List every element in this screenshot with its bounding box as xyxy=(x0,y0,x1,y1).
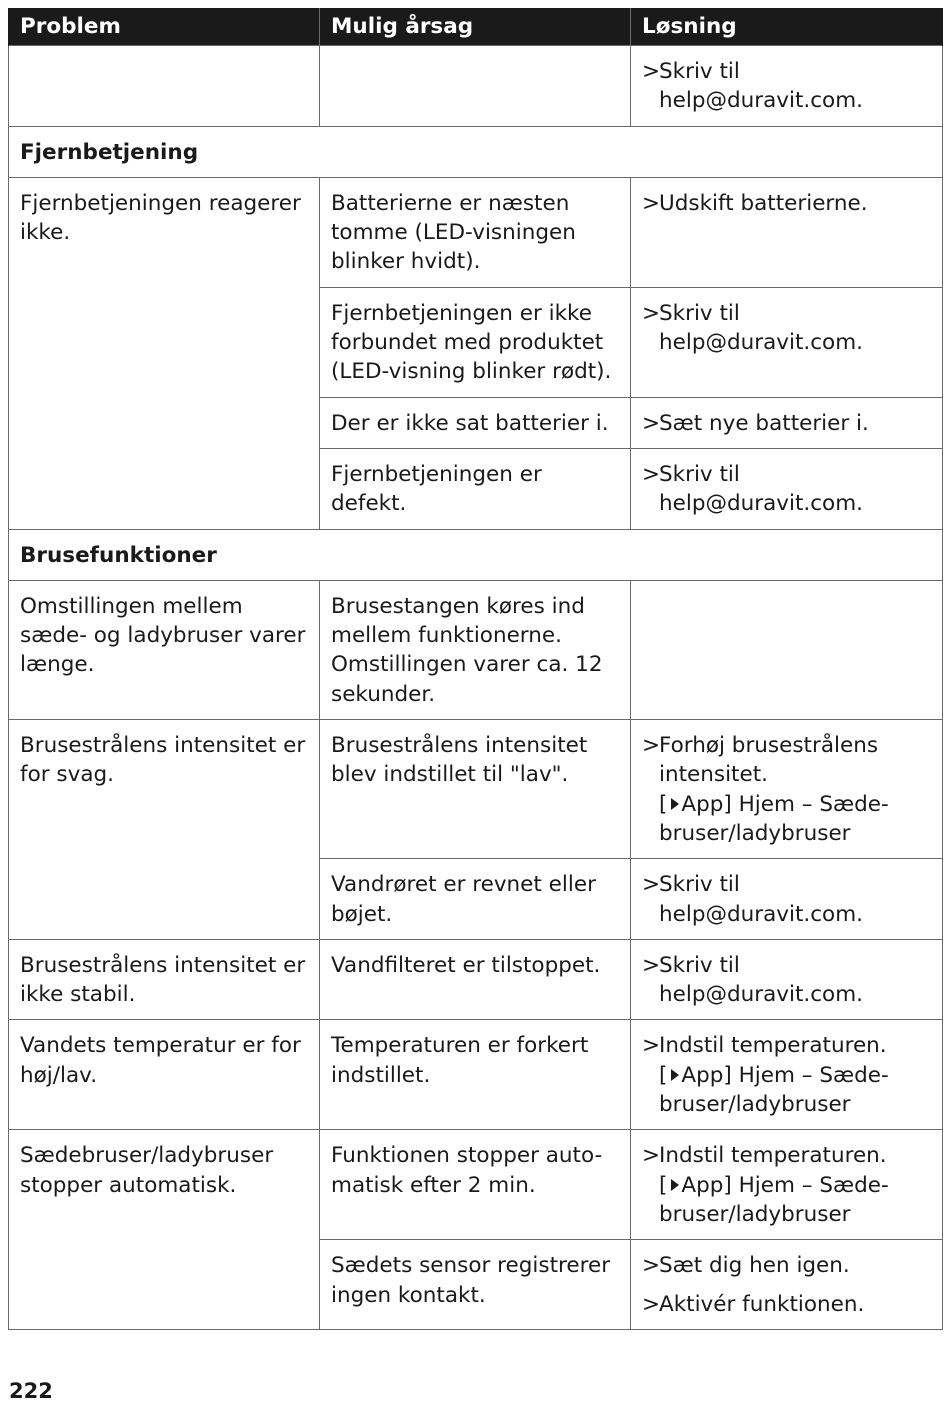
cause-cell: Brusestangen køres ind mellem funktionerne. Omstillingen varer ca. 12 sekunder. xyxy=(320,580,631,719)
cause-cell xyxy=(320,46,631,127)
solution-text: Udskift batterierne. xyxy=(659,190,868,216)
problem-cell: Brusestrålens intensitet er for svag. xyxy=(9,720,320,940)
solution-list xyxy=(642,57,932,116)
cause-cell: Fjernbetjeningen er defekt. xyxy=(320,448,631,529)
solution-cell xyxy=(631,1130,943,1240)
cause-cell: Der er ikke sat batterier i. xyxy=(320,397,631,448)
problem-cell: Fjernbetjeningen reagerer ikke. xyxy=(9,177,320,529)
section-row xyxy=(9,126,943,177)
table-row xyxy=(9,1020,943,1130)
step-arrow-icon: > xyxy=(642,952,661,978)
solution-list xyxy=(642,409,932,438)
cause-cell: Temperaturen er forkert indstillet. xyxy=(320,1020,631,1130)
solution-item xyxy=(642,460,932,519)
step-arrow-icon: > xyxy=(642,733,661,759)
column-header-problem: Problem xyxy=(9,8,320,46)
cause-cell: Funktionen stopper auto-matisk efter 2 min. xyxy=(320,1130,631,1240)
solution-cell xyxy=(631,46,943,127)
solution-item xyxy=(642,1290,932,1319)
solution-item xyxy=(642,731,932,848)
cause-cell: Brusestrålens intensitet blev indstillet til "lav". xyxy=(320,720,631,859)
solution-list xyxy=(642,870,932,929)
cause-cell: Sædets sensor registrerer ingen kontakt. xyxy=(320,1240,631,1330)
solution-text: Sæt dig hen igen. xyxy=(659,1253,850,1279)
solution-list xyxy=(642,1031,932,1119)
step-arrow-icon: > xyxy=(642,59,661,84)
solution-item xyxy=(642,870,932,929)
solution-cell xyxy=(631,939,943,1020)
table-row xyxy=(9,580,943,719)
app-path-bracket: [ xyxy=(659,1062,668,1088)
section-title: Fjernbetjening xyxy=(9,126,943,177)
step-arrow-icon: > xyxy=(642,190,661,216)
solution-item xyxy=(642,1031,932,1119)
step-arrow-icon: > xyxy=(642,410,661,436)
solution-text: Indstil temperaturen. xyxy=(659,1033,887,1059)
cause-cell: Vandfilteret er tilstoppet. xyxy=(320,939,631,1020)
solution-item xyxy=(642,1141,932,1229)
troubleshooting-table xyxy=(8,8,943,1330)
solution-cell xyxy=(631,720,943,859)
problem-cell: Vandets temperatur er for høj/lav. xyxy=(9,1020,320,1130)
step-arrow-icon: > xyxy=(642,872,661,898)
solution-cell xyxy=(631,1240,943,1330)
solution-list xyxy=(642,731,932,848)
solution-text: Skriv til help@duravit.com. xyxy=(659,59,863,114)
table-body xyxy=(9,46,943,1330)
play-triangle-icon xyxy=(671,1179,679,1191)
problem-cell xyxy=(9,46,320,127)
solution-list xyxy=(642,299,932,358)
table-row xyxy=(9,46,943,127)
problem-cell: Omstillingen mellem sæde- og ladybruser varer længe. xyxy=(9,580,320,719)
solution-list xyxy=(642,1141,932,1229)
step-arrow-icon: > xyxy=(642,1253,661,1279)
table-header-row xyxy=(9,8,943,46)
app-path-text: App] Hjem – Sæde-bruser/ladybruser xyxy=(659,1062,889,1118)
solution-text: Skriv til help@duravit.com. xyxy=(659,952,863,1008)
solution-text: Aktivér funktionen. xyxy=(659,1291,865,1317)
solution-item xyxy=(642,951,932,1010)
cause-cell: Vandrøret er revnet eller bøjet. xyxy=(320,859,631,940)
problem-cell: Sædebruser/ladybruser stopper automatisk. xyxy=(9,1130,320,1329)
solution-item xyxy=(642,189,932,218)
app-path xyxy=(659,790,932,849)
solution-text: Indstil temperaturen. xyxy=(659,1143,887,1169)
solution-list xyxy=(642,1251,932,1319)
solution-text: Skriv til help@duravit.com. xyxy=(659,872,863,927)
column-header-cause: Mulig årsag xyxy=(320,8,631,46)
section-title: Brusefunktioner xyxy=(9,529,943,580)
step-arrow-icon: > xyxy=(642,1143,661,1169)
cause-cell: Fjernbetjeningen er ikke forbundet med produktet (LED-visning blinker rødt). xyxy=(320,287,631,397)
solution-item xyxy=(642,299,932,358)
play-triangle-icon xyxy=(671,1069,679,1081)
table-row xyxy=(9,177,943,287)
solution-item xyxy=(642,57,932,116)
solution-item xyxy=(642,409,932,438)
app-path xyxy=(659,1171,932,1230)
solution-cell xyxy=(631,1020,943,1130)
column-header-solution: Løsning xyxy=(631,8,943,46)
solution-cell xyxy=(631,448,943,529)
solution-list xyxy=(642,189,932,218)
solution-text: Forhøj brusestrålens intensitet. xyxy=(659,733,879,788)
app-path xyxy=(659,1061,932,1120)
solution-cell xyxy=(631,859,943,940)
cause-cell: Batterierne er næsten tomme (LED-visningen blinker hvidt). xyxy=(320,177,631,287)
solution-text: Sæt nye batterier i. xyxy=(659,410,869,436)
solution-text: Skriv til help@duravit.com. xyxy=(659,300,863,356)
solution-cell xyxy=(631,397,943,448)
problem-cell: Brusestrålens intensitet er ikke stabil. xyxy=(9,939,320,1020)
step-arrow-icon: > xyxy=(642,1033,661,1059)
solution-cell xyxy=(631,580,943,719)
page-number: 222 xyxy=(9,1379,53,1403)
solution-list xyxy=(642,460,932,519)
table-row xyxy=(9,720,943,859)
table-row xyxy=(9,939,943,1020)
solution-item xyxy=(642,1251,932,1280)
step-arrow-icon: > xyxy=(642,1291,661,1317)
section-row xyxy=(9,529,943,580)
solution-list xyxy=(642,951,932,1010)
step-arrow-icon: > xyxy=(642,461,661,487)
app-path-bracket: [ xyxy=(659,1172,668,1198)
table-row xyxy=(9,1130,943,1240)
solution-cell xyxy=(631,177,943,287)
step-arrow-icon: > xyxy=(642,300,661,326)
play-triangle-icon xyxy=(671,798,679,810)
app-path-bracket: [ xyxy=(659,791,668,817)
app-path-text: App] Hjem – Sæde-bruser/ladybruser xyxy=(659,1172,889,1227)
app-path-text: App] Hjem – Sæde-bruser/ladybruser xyxy=(659,791,889,846)
solution-cell xyxy=(631,287,943,397)
solution-text: Skriv til help@duravit.com. xyxy=(659,461,863,517)
